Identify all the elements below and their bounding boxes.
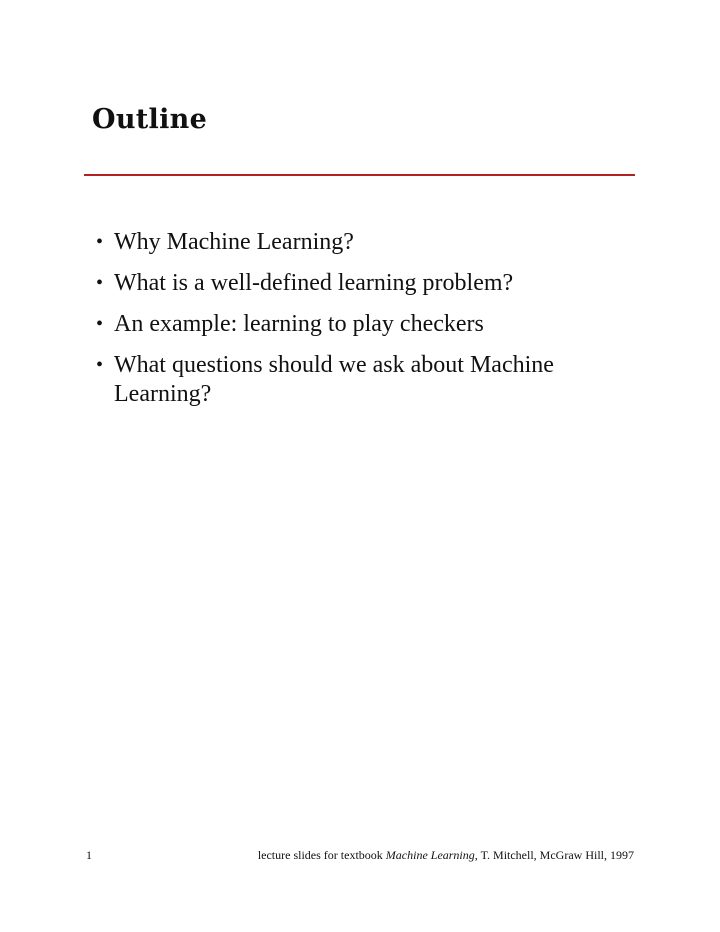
- book-title: Machine Learning,: [385, 848, 478, 862]
- slide-title: Outline: [92, 104, 208, 135]
- bullet-icon: •: [96, 313, 104, 335]
- bullet-text: Why Machine Learning?: [114, 229, 354, 255]
- bullet-text: What questions should we ask about Machine Learning?: [114, 352, 554, 407]
- credit-suffix: T. Mitchell, McGraw Hill, 1997: [480, 848, 634, 862]
- bullet-item: [96, 351, 636, 409]
- page-number: 1: [86, 848, 92, 862]
- bullet-text: What is a well-defined learning problem?: [114, 270, 514, 296]
- bullet-item: [96, 269, 636, 298]
- footer-credit: [258, 848, 634, 863]
- bullet-item: [96, 228, 636, 257]
- slide-footer: [0, 848, 720, 868]
- bullet-icon: •: [96, 272, 104, 294]
- bullet-icon: •: [96, 354, 104, 376]
- bullet-list: [96, 228, 636, 421]
- credit-prefix: lecture slides for textbook: [257, 848, 383, 862]
- bullet-icon: •: [96, 231, 104, 253]
- bullet-item: [96, 310, 636, 339]
- bullet-text: An example: learning to play checkers: [114, 311, 484, 337]
- title-divider: [84, 174, 635, 176]
